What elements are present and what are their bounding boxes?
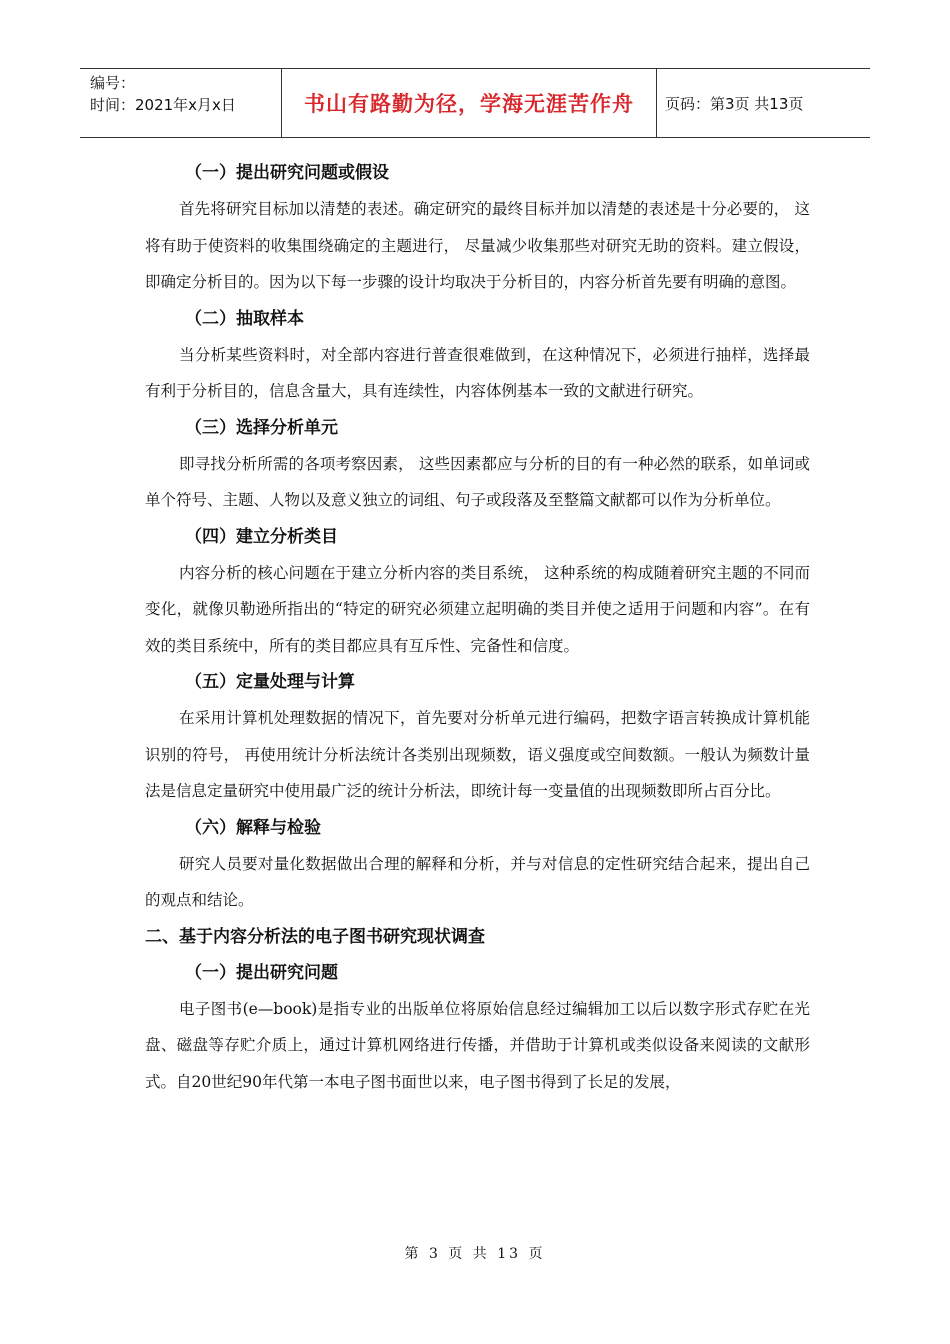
header-motto: 书山有路勤为径，学海无涯苦作舟 xyxy=(282,69,657,137)
section-paragraph: 内容分析的核心问题在于建立分析内容的类目系统， 这种系统的构成随着研究主题的不同而变化，就像贝勒逊所指出的“特定的研究必须建立起明确的类目并使之适用于问题和内容”。在有效的类目系统中，所有的类目都应具有互斥性、完备性和信度。 xyxy=(145,563,810,655)
section-paragraph: 首先将研究目标加以清楚的表述。确定研究的最终目标并加以清楚的表述是十分必要的， 这将有助于使资料的收集围绕确定的主题进行， 尽量减少收集那些对研究无助的资料。建立假设，即确定分析目的。因为以下每一步骤的设计均取决于分析目的，内容分析首先要有明确的意图。 xyxy=(145,200,810,291)
page-footer: 第 3 页 共 13 页 xyxy=(404,1246,546,1262)
section-heading: （四）建立分析类目 xyxy=(185,526,338,547)
header-page-info: 页码：第3页 共13页 xyxy=(665,94,804,113)
section-heading: （二）抽取样本 xyxy=(185,308,304,329)
section-paragraph: 当分析某些资料时，对全部内容进行普查很难做到，在这种情况下，必须进行抽样，选择最有利于分析目的，信息含量大，具有连续性，内容体例基本一致的文献进行研究。 xyxy=(145,345,810,400)
section-heading: （一）提出研究问题或假设 xyxy=(185,163,389,183)
section-paragraph: 即寻找分析所需的各项考察因素， 这些因素都应与分析的目的有一种必然的联系，如单词或单个符号、主题、人物以及意义独立的词组、句子或段落及至整篇文献都可以作为分析单位。 xyxy=(145,454,810,509)
last-paragraph: 电子图书(e—book)是指专业的出版单位将原始信息经过编辑加工以后以数字形式存贮在光盘、磁盘等存贮介质上，通过计算机网络进行传播，并借助于计算机或类似设备来阅读的文献形式。自20世纪90年代第一本电子图书面世以来，电子图书得到了长足的发展， xyxy=(145,999,810,1091)
header-meta xyxy=(80,69,282,137)
chapter-heading: 二、基于内容分析法的电子图书研究现状调查 xyxy=(145,926,485,947)
section-heading: （三）选择分析单元 xyxy=(185,417,338,438)
section-heading: （五）定量处理与计算 xyxy=(185,672,355,692)
sub-heading: （一）提出研究问题 xyxy=(185,962,338,983)
page-header xyxy=(80,68,870,138)
section-heading: （六）解释与检验 xyxy=(185,817,321,838)
date-label: 时间：2021年x月x日 xyxy=(90,96,236,114)
document-body xyxy=(145,155,810,1100)
number-label: 编号： xyxy=(90,74,136,92)
section-paragraph: 研究人员要对量化数据做出合理的解释和分析，并与对信息的定性研究结合起来，提出自己的观点和结论。 xyxy=(145,854,810,909)
section-paragraph: 在采用计算机处理数据的情况下，首先要对分析单元进行编码，把数字语言转换成计算机能识别的符号， 再使用统计分析法统计各类别出现频数，语义强度或空间数额。一般认为频数计量法是信息定量研究中使用最广泛的统计分析法，即统计每一变量值的出现频数即所占百分比。 xyxy=(145,709,810,800)
